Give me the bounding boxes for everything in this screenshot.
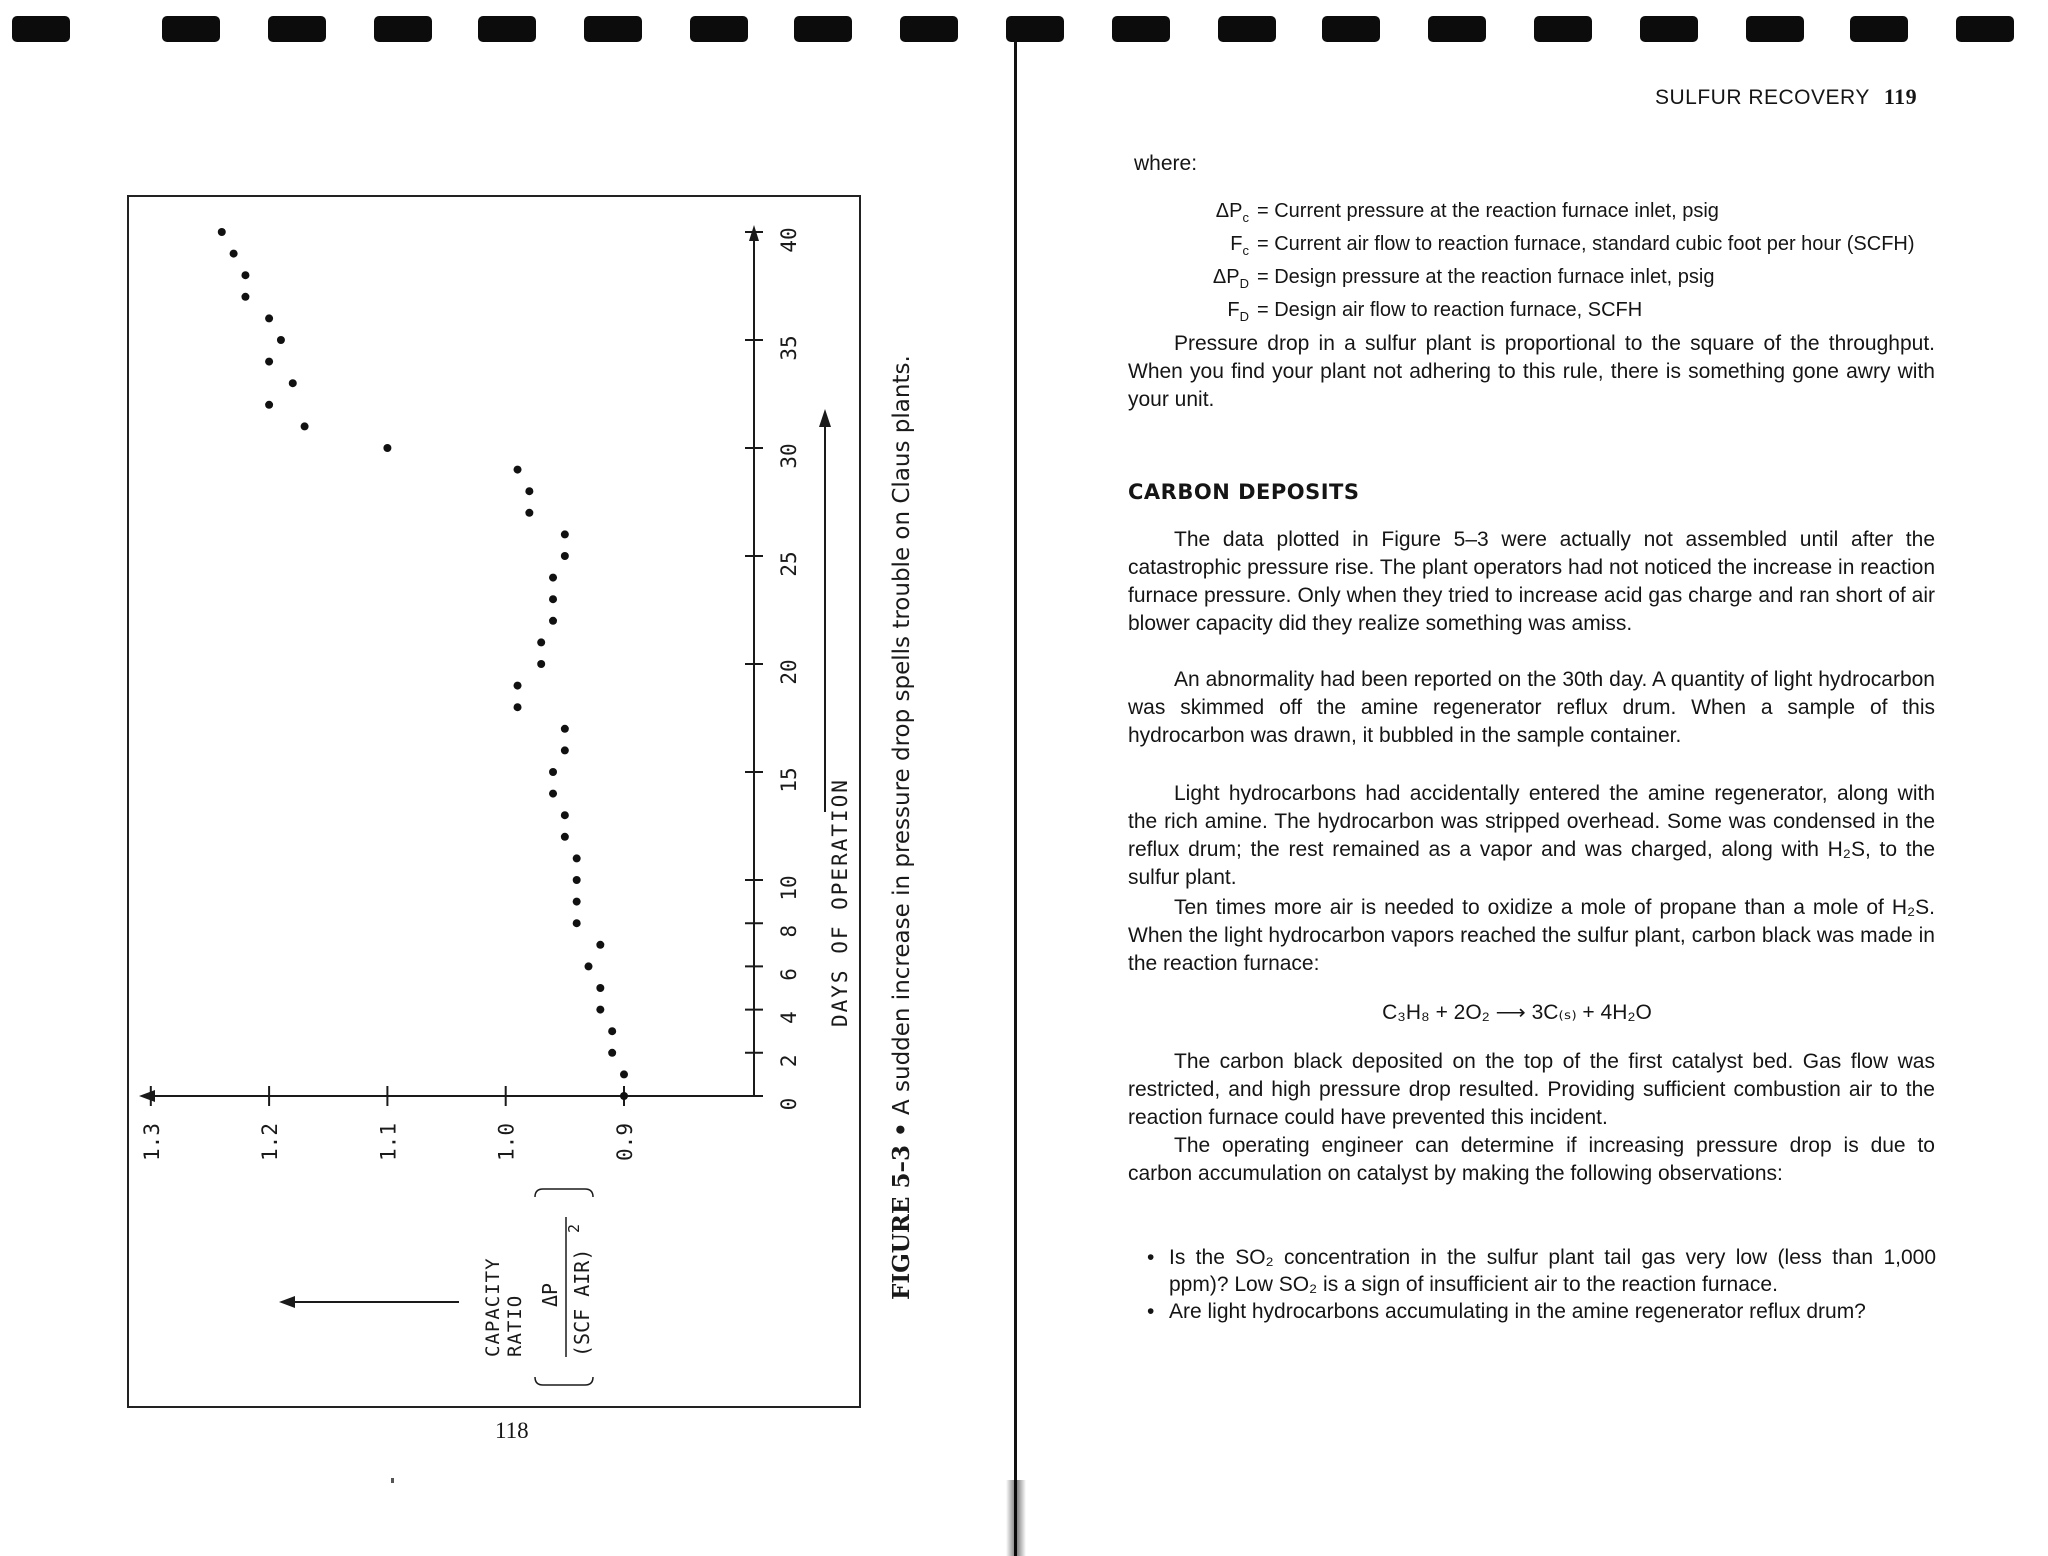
data-point: [549, 790, 557, 798]
observation-list: [1147, 1244, 1936, 1325]
x-tick-label: 0: [777, 1097, 801, 1111]
paragraph: The operating engineer can determine if increasing pressure drop is due to carbon accumulation on catalyst by making the following observations:: [1128, 1134, 1935, 1185]
list-item-text: Are light hydrocarbons accumulating in the amine regenerator reflux drum?: [1169, 1300, 1866, 1323]
caption-text: A sudden increase in pressure drop spells trouble on Claus plants.: [889, 355, 915, 1116]
x-tick-label: 25: [777, 551, 801, 577]
data-point: [514, 466, 522, 474]
data-point: [241, 271, 249, 279]
figure-chart: [129, 197, 859, 1406]
binder-hole: [1006, 16, 1064, 42]
data-point: [537, 638, 545, 646]
definition-text: = Design air flow to reaction furnace, SCFH: [1257, 299, 1643, 321]
binder-hole: [1850, 16, 1908, 42]
paragraph: An abnormality had been reported on the 30th day. A quantity of light hydrocarbon was skimmed off the amine regenerator reflux drum. When a sample of this hydrocarbon was drawn, it bubbled in the sample container.: [1128, 668, 1935, 747]
x-tick-label: 40: [777, 227, 801, 253]
data-point: [585, 962, 593, 970]
definition-row: [1167, 264, 1915, 297]
y-tick-label: 1.1: [376, 1123, 401, 1161]
definition-symbol: $F_D$: [1227, 299, 1249, 324]
data-point: [573, 898, 581, 906]
bullet-icon: •: [1147, 1300, 1155, 1323]
list-item: [1147, 1298, 1936, 1325]
data-point: [620, 1092, 628, 1100]
definition-row: [1167, 297, 1915, 330]
definition-symbol: $\Delta P_c$: [1215, 200, 1249, 225]
binder-hole: [478, 16, 536, 42]
y-title-arrow-head: [279, 1296, 295, 1308]
data-point: [549, 617, 557, 625]
y-axis-title-line2: RATIO: [504, 1294, 526, 1357]
y-tick-label: 1.0: [494, 1123, 519, 1161]
y-tick-label: 1.3: [139, 1123, 164, 1161]
bullet-icon: •: [1147, 1246, 1155, 1269]
data-point: [596, 984, 604, 992]
data-point: [525, 509, 533, 517]
data-point: [525, 487, 533, 495]
binder-hole: [1956, 16, 2014, 42]
binder-hole: [900, 16, 958, 42]
binder-hole: [1534, 16, 1592, 42]
definition-symbol: $F_c$: [1230, 233, 1249, 258]
data-point: [514, 682, 522, 690]
data-point: [537, 660, 545, 668]
data-point: [549, 768, 557, 776]
x-axis-title: DAYS OF OPERATION: [828, 778, 852, 1027]
binder-hole: [1640, 16, 1698, 42]
figure-5-3: [127, 195, 861, 1408]
page-number-right: 119: [1883, 84, 1918, 109]
definition-row: [1167, 231, 1915, 264]
data-point: [561, 530, 569, 538]
running-head: [1655, 84, 1917, 110]
x-tick-label: 10: [777, 875, 801, 901]
where-label: where:: [1134, 152, 1198, 175]
data-point: [561, 833, 569, 841]
data-point: [277, 336, 285, 344]
data-point: [620, 1070, 628, 1078]
x-tick-label: 6: [777, 968, 801, 981]
formula-exponent: 2: [565, 1223, 583, 1233]
x-tick-label: 35: [777, 335, 801, 361]
formula-right-bracket: [535, 1189, 593, 1197]
x-tick-label: 2: [777, 1054, 801, 1068]
binder-hole: [584, 16, 642, 42]
binder-hole: [794, 16, 852, 42]
x-tick-label: 8: [777, 924, 801, 938]
binder-hole: [374, 16, 432, 42]
binder-hole: [1322, 16, 1380, 42]
data-point: [561, 725, 569, 733]
data-point: [596, 1006, 604, 1014]
x-tick-label: 20: [777, 659, 801, 685]
data-point: [265, 358, 273, 366]
binder-hole: [1112, 16, 1170, 42]
x-tick-label: 15: [777, 767, 801, 793]
formula-left-bracket: [535, 1377, 593, 1385]
data-point: [289, 379, 297, 387]
data-point: [514, 703, 522, 711]
list-item: [1147, 1244, 1936, 1298]
caption-label: FIGURE 5–3 •: [888, 1122, 915, 1300]
paragraph: Light hydrocarbons had accidentally entered the amine regenerator, along with the rich amine. The hydrocarbon was stripped overhead. Some was condensed in the reflux drum; the rest remained as a vapor and was charged, along with H₂S, to the sulfur plant.: [1128, 782, 1935, 889]
y-tick-label: 0.9: [613, 1123, 637, 1161]
data-point: [241, 293, 249, 301]
binder-hole: [12, 16, 70, 42]
list-item-text: Is the SO₂ concentration in the sulfur plant tail gas very low (less than 1,000 ppm)? Low SO₂ is a sign of insufficient air to the reaction furnace.: [1169, 1246, 1936, 1296]
data-point: [608, 1027, 616, 1035]
data-point: [230, 250, 238, 258]
data-point: [301, 422, 309, 430]
chemical-equation: C₃H₈ + 2O₂ ⟶ 3C₍ₛ₎ + 4H₂O: [1382, 1001, 1652, 1024]
y-tick-label: 1.2: [258, 1123, 283, 1161]
definition-row: [1167, 198, 1915, 231]
definition-text: = Current pressure at the reaction furnace inlet, psig: [1257, 200, 1719, 222]
paragraph-pressure-drop: Pressure drop in a sulfur plant is proportional to the square of the throughput. When you find your plant not adhering to this rule, there is something gone awry with your unit.: [1128, 332, 1935, 411]
right-page: [1017, 60, 2048, 1556]
paper-speck: [391, 1478, 394, 1483]
binder-hole: [690, 16, 748, 42]
data-point: [218, 228, 226, 236]
formula-numerator: ΔP: [538, 1282, 562, 1307]
y-axis-title-line1: CAPACITY: [482, 1257, 504, 1357]
figure-caption: [888, 355, 924, 1300]
left-page: [0, 60, 1012, 1556]
binder-holes: [0, 0, 2048, 60]
data-point: [549, 574, 557, 582]
data-point: [596, 941, 604, 949]
data-point: [383, 444, 391, 452]
binder-hole: [1428, 16, 1486, 42]
data-point: [561, 811, 569, 819]
x-title-arrow-head: [819, 409, 831, 427]
data-point: [573, 919, 581, 927]
section-heading: CARBON DEPOSITS: [1128, 480, 1360, 504]
definition-text: = Current air flow to reaction furnace, standard cubic foot per hour (SCFH): [1257, 233, 1915, 255]
binder-hole: [1746, 16, 1804, 42]
binder-hole: [1218, 16, 1276, 42]
data-point: [573, 854, 581, 862]
paragraph: Ten times more air is needed to oxidize a mole of propane than a mole of H₂S. When the light hydrocarbon vapors reached the sulfur plant, carbon black was made in the reaction furnace:: [1128, 896, 1935, 975]
data-point: [608, 1049, 616, 1057]
formula-denominator: (SCF AIR): [570, 1248, 594, 1357]
binder-hole: [268, 16, 326, 42]
data-point: [573, 876, 581, 884]
definition-symbol: $\Delta P_D$: [1212, 266, 1249, 291]
data-point: [561, 746, 569, 754]
definitions-list: [1167, 198, 1915, 330]
paragraph: The carbon black deposited on the top of the first catalyst bed. Gas flow was restricted, and high pressure drop resulted. Providing sufficient combustion air to the reaction furnace could have prevented this incident.: [1128, 1050, 1935, 1129]
page-number-left: 118: [495, 1418, 529, 1443]
paragraph: The data plotted in Figure 5–3 were actually not assembled until after the catastrophic pressure rise. The plant operators had not noticed the increase in reaction furnace pressure. Only when they tried to increase acid gas charge and ran short of air blower capacity did they realize something was amiss.: [1128, 528, 1935, 635]
data-point: [265, 314, 273, 322]
x-tick-label: 30: [777, 443, 801, 469]
data-point: [561, 552, 569, 560]
running-head-title: SULFUR RECOVERY: [1655, 86, 1870, 109]
y-axis-arrow: [139, 1090, 155, 1102]
definition-text: = Design pressure at the reaction furnace inlet, psig: [1257, 266, 1715, 288]
data-point: [265, 401, 273, 409]
binder-hole: [162, 16, 220, 42]
data-point: [549, 595, 557, 603]
x-tick-label: 4: [777, 1011, 801, 1024]
